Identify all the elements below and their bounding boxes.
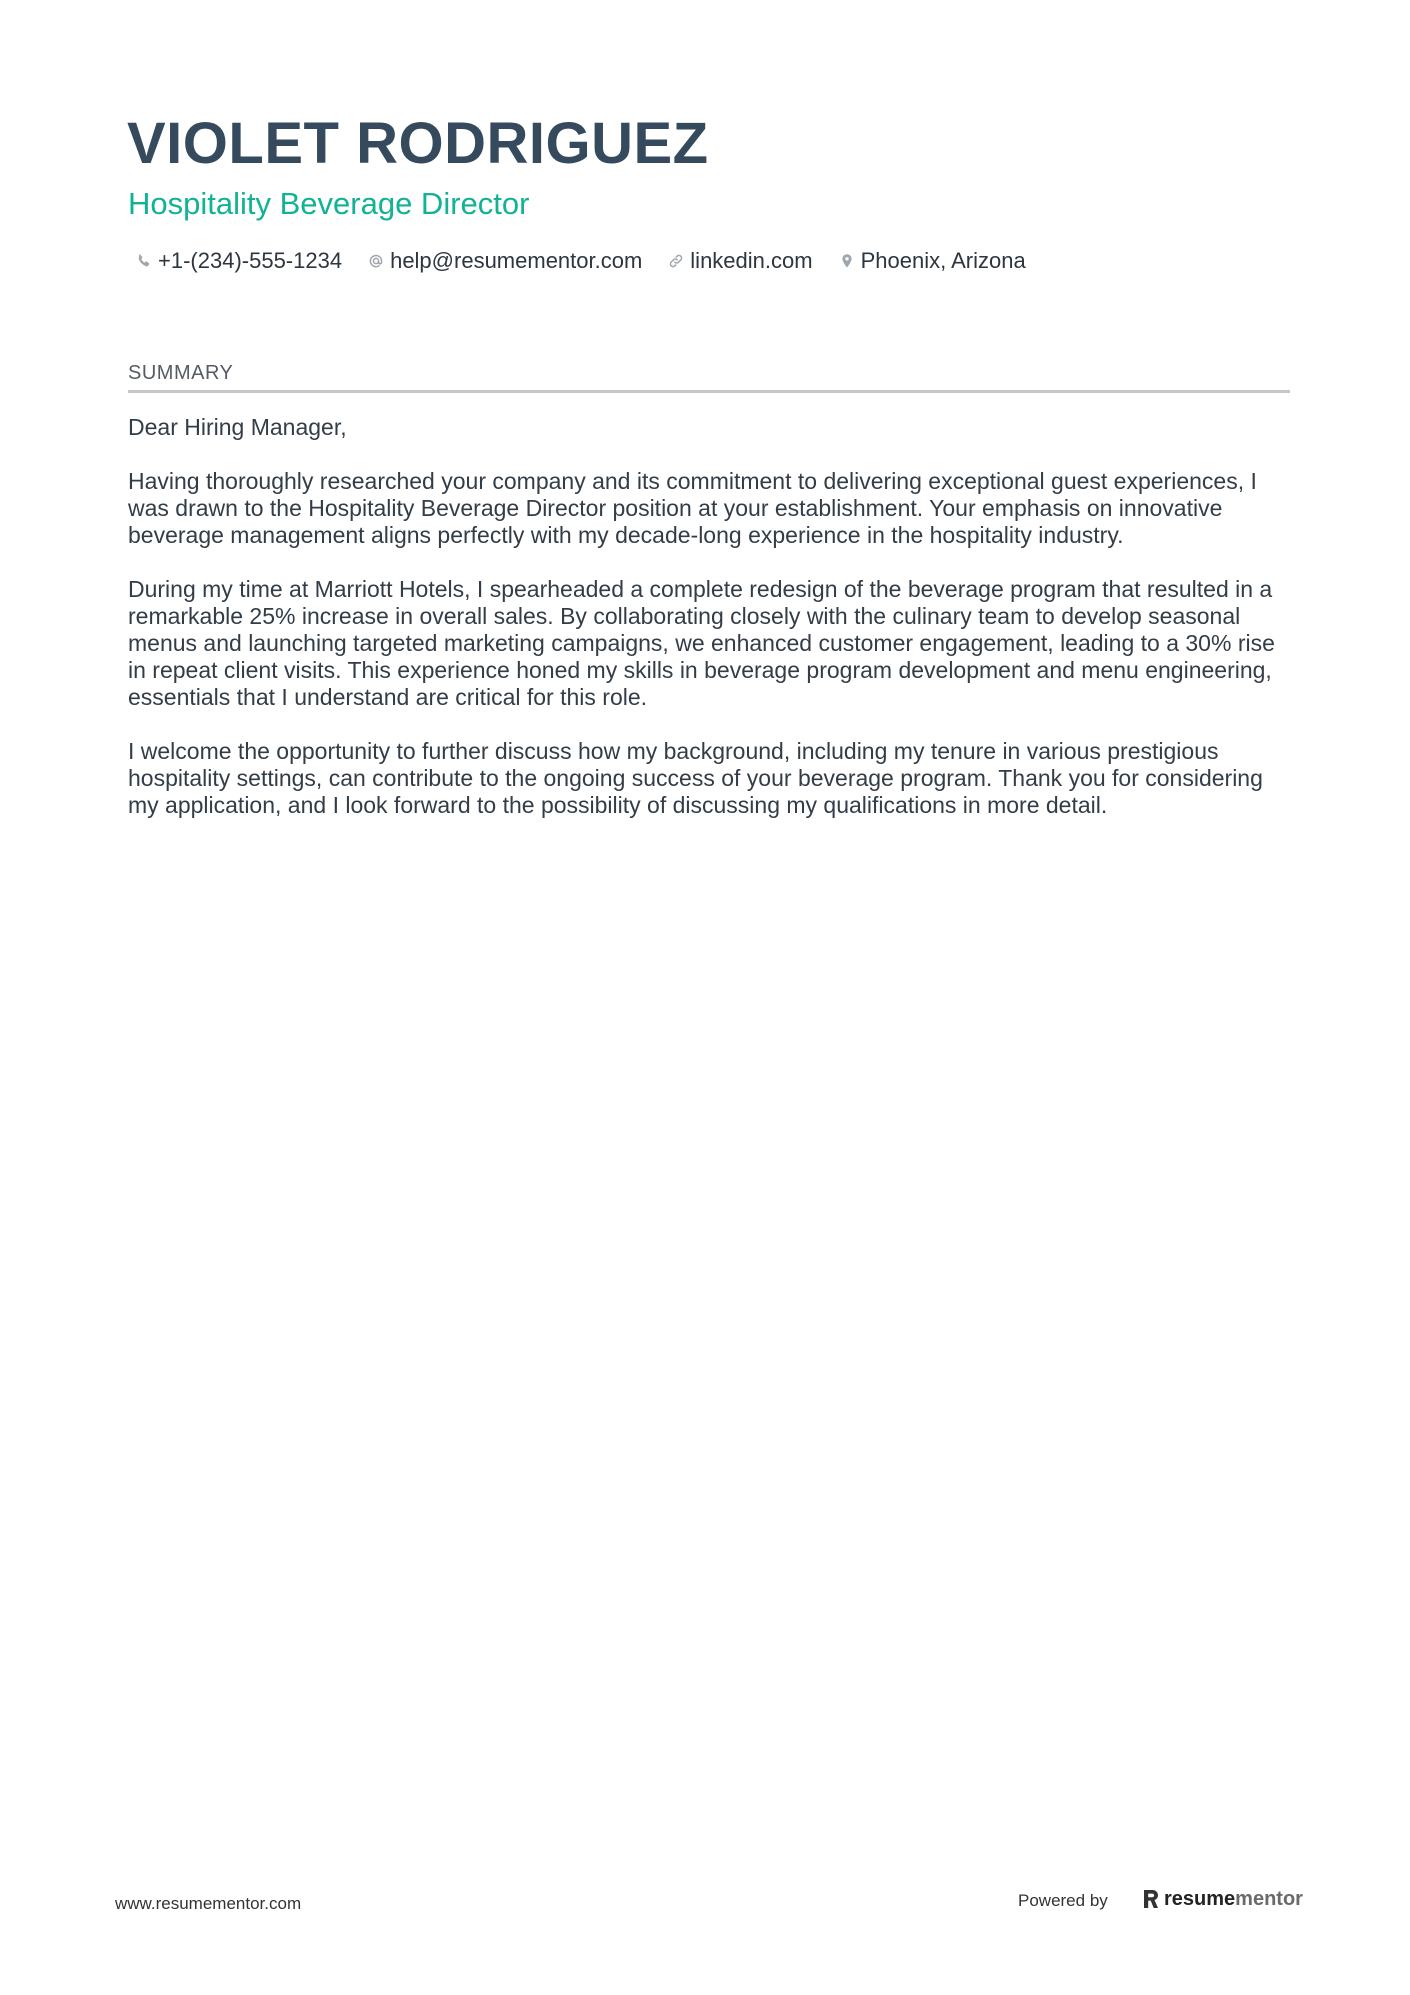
contact-email: [368, 248, 642, 274]
candidate-name: VIOLET RODRIGUEZ: [127, 111, 709, 176]
contact-bar: [136, 244, 1052, 278]
contact-location: [839, 248, 1026, 274]
letter-paragraph: I welcome the opportunity to further discuss how my background, including my tenure in various prestigious hospitality settings, can contribute to the ongoing success of your beverage program. Thank you for considering my application, and I look forward to the possibility of discussing my qualifications in more detail.: [128, 738, 1263, 818]
phone-icon: [136, 253, 152, 269]
resumementor-logo-icon: [1142, 1888, 1160, 1910]
letter-body: [128, 414, 1296, 846]
logo-text-light: mentor: [1235, 1887, 1303, 1910]
logo-text-bold: resume: [1164, 1887, 1236, 1910]
summary-heading-text: SUMMARY: [128, 362, 234, 384]
letter-paragraph: Having thoroughly researched your company and its commitment to delivering exceptional guest experiences, I was drawn to the Hospitality Beverage Director position at your establishment. Your emphasis on innovative beverage management aligns perfectly with my decade-long experience in the hospitality industry.: [128, 468, 1257, 548]
contact-website-text[interactable]: linkedin.com: [690, 248, 813, 273]
contact-location-text: Phoenix, Arizona: [860, 248, 1026, 273]
link-icon: [668, 253, 684, 269]
contact-email-text[interactable]: help@resumementor.com: [390, 248, 643, 273]
contact-website: [668, 248, 812, 274]
at-icon: [368, 253, 384, 269]
job-title: Hospitality Beverage Director: [128, 186, 530, 221]
summary-section-heading: [128, 360, 1290, 393]
contact-phone: [136, 248, 342, 274]
powered-by-label: Powered by: [1018, 1891, 1108, 1910]
contact-phone-text: +1-(234)-555-1234: [158, 248, 343, 273]
footer-website[interactable]: www.resumementor.com: [115, 1894, 302, 1913]
location-pin-icon: [839, 253, 855, 269]
salutation: Dear Hiring Manager,: [128, 414, 347, 440]
letter-paragraph: During my time at Marriott Hotels, I spearheaded a complete redesign of the beverage program that resulted in a remarkable 25% increase in overall sales. By collaborating closely with the culinary team to develop seasonal menus and launching targeted marketing campaigns, we enhanced customer engagement, leading to a 30% rise in repeat client visits. This experience honed my skills in beverage program development and menu engineering, essentials that I understand are critical for this role.: [128, 576, 1275, 710]
resumementor-logo[interactable]: [1142, 1886, 1303, 1912]
